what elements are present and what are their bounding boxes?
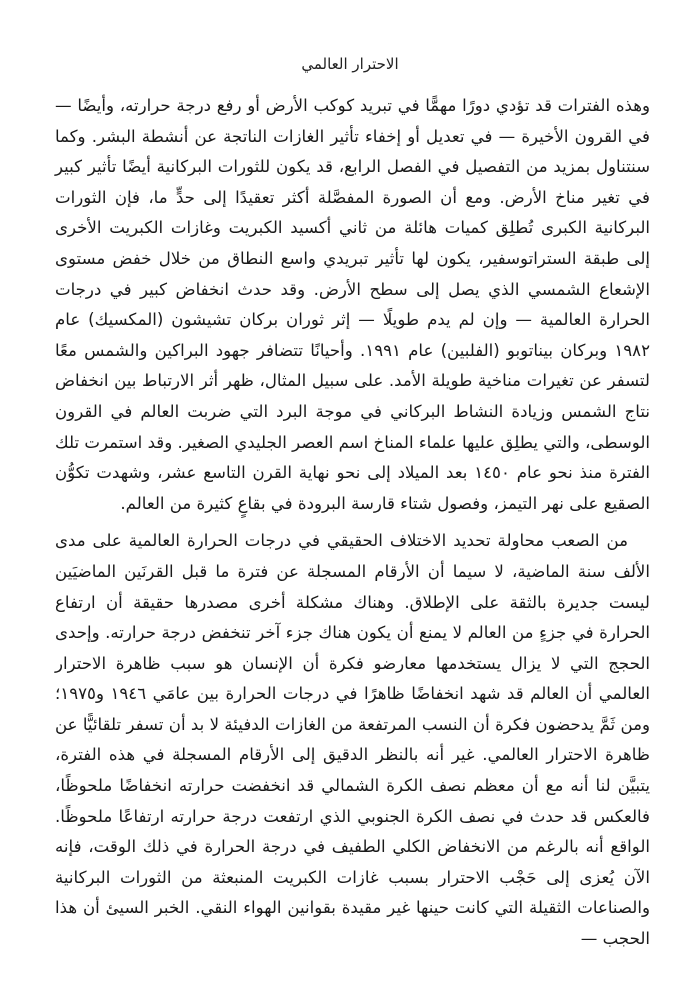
running-header: الاحترار العالمي: [301, 55, 399, 73]
body-text: [55, 91, 650, 955]
paragraph-temperature-record: من الصعب محاولة تحديد الاختلاف الحقيقي في درجات الحرارة العالمية على مدى الألف سنة الماضية، لا سيما أن الأرقام المسجلة عن فترة ما قبل القرنَين الماضيَين ليست جديرة بالثقة على الإطلاق. وهناك مشكلة أخرى مصدرها حقيقة أن ارتفاع الحرارة في جزءٍ من العالم لا يمنع أن يكون هناك جزء آخر تنخفض درجة حرارته. وإحدى الحجج التي لا يزال يستخدمها معارضو فكرة أن الإنسان هو سبب ظاهرة الاحترار العالمي أن العالم قد شهد انخفاضًا ظاهرًا في درجات الحرارة بين عامَي ١٩٤٦ و١٩٧٥؛ ومن ثَمَّ يدحضون فكرة أن النسب المرتفعة من الغازات الدفيئة لا بد أن تسفر تلقائيًّا عن ظاهرة الاحترار العالمي. غير أنه بالنظر الدقيق إلى الأرقام المسجلة في هذه الفترة، يتبيَّن لنا أنه مع أن معظم نصف الكرة الشمالي قد انخفضت حرارته انخفاضًا ملحوظًا، فالعكس قد حدث في نصف الكرة الجنوبي الذي ارتفعت درجة حرارته ارتفاعًا ملحوظًا. الواقع أنه بالرغم من الانخفاض الكلي الطفيف في درجة الحرارة في ذلك الوقت، فإنه الآن يُعزى إلى حَجْب الاحترار بسبب غازات الكبريت المنبعثة من الثورات البركانية والصناعات الثقيلة التي كانت حينها غير مقيدة بقوانين الهواء النقي. الخبر السيئ أن هذا الحجب —: [55, 531, 650, 949]
paragraph-volcanic-cooling: وهذه الفترات قد تؤدي دورًا مهمًّا في تبريد كوكب الأرض أو رفع درجة حرارته، وأيضًا — في القرون الأخيرة — في تعديل أو إخفاء تأثير الغازات الناتجة عن أنشطة البشر. وكما سنتناول بمزيد من التفصيل في الفصل الرابع، قد يكون للثورات البركانية أيضًا تأثير كبير في تغير مناخ الأرض. ومع أن الصورة المفصَّلة أكثر تعقيدًا إلى حدٍّ ما، فإن الثورات البركانية الكبرى تُطلِق كميات هائلة من ثاني أكسيد الكبريت وغازات الكبريت الأخرى إلى طبقة الستراتوسفير، يكون لها تأثير تبريدي واسع النطاق من خلال خفض مستوى الإشعاع الشمسي الذي يصل إلى سطح الأرض. وقد حدث انخفاض كبير في درجات الحرارة العالمية — وإن لم يدم طويلًا — إثر ثوران بركان تشيشون (المكسيك) عام ١٩٨٢ وبركان بيناتوبو (الفلبين) عام ١٩٩١. وأحيانًا تتضافر جهود البراكين والشمس معًا لتسفر عن تغيرات مناخية طويلة الأمد. على سبيل المثال، ظهر أثر الارتباط بين انخفاض نتاج الشمس وزيادة النشاط البركاني في موجة البرد التي ضربت العالم في القرون الوسطى، والتي يطلِق عليها علماء المناخ اسم العصر الجليدي الصغير. وقد استمرت تلك الفترة منذ نحو عام ١٤٥٠ بعد الميلاد إلى نحو نهاية القرن التاسع عشر، وشهدت تكوُّن الصقيع على نهر التيمز، وفصول شتاء قارسة البرودة في بقاعٍ كثيرة من العالم.: [55, 96, 650, 513]
